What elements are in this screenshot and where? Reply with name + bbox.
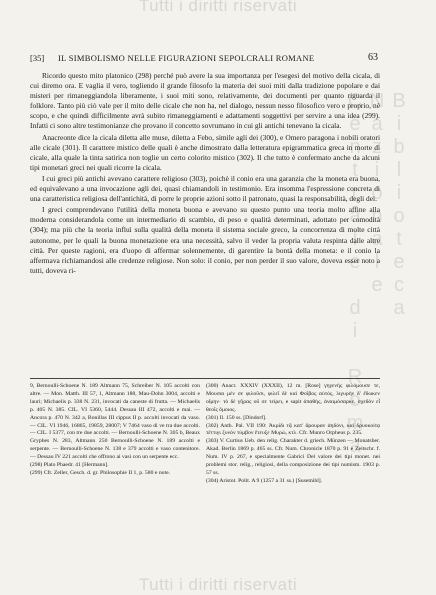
running-header [30, 52, 378, 64]
footnote: (302) Anth. Pal. VII 190: Ἀκρίδι τᾷ κατ' ἄρουραν ἀηδόνι, καὶ δρυοκοίτᾳ τέττιγι ξυνὸν τύμβον ἔτευξε Μυρώ, κτλ. Cfr. Munro Orpheus p. 235. [206, 422, 380, 437]
body-text [30, 71, 380, 276]
section-number: [35] [30, 53, 45, 63]
footnote-divider [30, 378, 380, 379]
paragraph: I cui greci più antichi avevano carattere religioso (303), poichè il conio era una garanzia che la moneta era buona, ed equivalevano a una invocazione agli dei, quasi chiamandoli in testimonio. Era insomma l'espressione concreta di una caratteristica religiosa dell'antichità, di porre le proprie azioni sotto il patronato, quasi la responsabilità, degli dei. [30, 173, 380, 204]
footnotes-left-column [30, 383, 200, 478]
watermark-side: Biblioteca Nazionale Centrale di Roma [344, 90, 410, 458]
footnote: 9, Bernoulli-Schoene N. 189 Altmann 75, Schreiber N. 105 accolti con altre. — Mon. Matth. III 57, 1, Altmann 188, Mau-Dohn 3004, accolti e lauri; Michaelis p. 338 N. 231, invocati da caneste di frutta. — Michaelis p. 405 N. 385. CIL. VI 5360, 5444. Dessau III 472, accolti e mai. — Ancora p. 470 N. 342 a, Bonillas III cippus II p. accolti invocati da vaso. — CIL. VI 1946, 16865, 19859, 28007; V 7464 vaso di ve tra due accolti. — CIL. I 5377, con tre due accolti. — Bernoulli-Schoene N. 305 b, Beaux Gryphes N. 283, Altmann 250 Bernoulli-Schoene N. 189 accolti e serpente. — Bernoulli-Schoene N. 138 e 379 accolti e vaso contenitore. — Dessau IV 221 accolti che offrono ai vasi con un serpente ecc. [30, 383, 200, 461]
running-title: IL SIMBOLISMO NELLE FIGURAZIONI SEPOLCRALI ROMANE [58, 53, 315, 63]
page-number: 63 [368, 52, 378, 63]
footnote: (301) Il. 150 ss. [Dindorf]. [206, 414, 267, 421]
footnote: (303) V. Curtius Ueb. den relig. Charakter d. griech. Münzen — Monatsber. Akad. Berlin 1869 p. 465 ss. Cfr. Num. Chronicle 1870 p. 91 e Zeitschr. f. Num. IV p. 267, e specialmente Gabrici Del valore dei tipi monet. nei problemi stor. relig., religiosi, della composizione dei tipi numism. 1903 p. 57 ss. [206, 438, 380, 476]
watermark-bottom: Tutti i diritti riservati [138, 575, 298, 594]
paragraph: Ricordo questo mito platonico (298) perché può avere la sua importanza per l'esegesi del motivo della cicala, di cui diremo ora. E vaglia il vero, togliendo il grande filosofo la materia dei suoi miti dalla tradizione popolare e dai misteri per rimaneggiandola liberamente, i suoi miti sono, relativamente, dei documenti per quanto riguarda il folklore. Tanto più ciò vale per il mito delle cicale che non ha, nel dialogo, nessun nesso filosofico vero e proprio, nè scopo, e che quindi difficilmente avrà subito rimaneggiamenti e adattamenti soggettivi per servire a una idea (299). Infatti ci sono altre testimonianze che provano il concetto sovrumano in cui gli antichi tenevano la cicala. [30, 71, 380, 131]
paragraph: Anacreonte dice la cicala diletta alle muse, diletta a Febo, simile agli dei (300), e Omero paragona i nobili oratori alle cicale (301). Il carattere mistico delle quali è anche dimostrato dalla letteratura epigrammatica greca in morte di cicale, alla quale la tinta satirica non toglie un certo colorito mistico (302). Il che tutto è confermato anche da alcuni tipi monetari greci nei quali ricorre la cicala. [30, 132, 380, 172]
watermark-top: Tutti i diritti riservati [138, 0, 298, 15]
footnote: (298) Plato Phaedr. 41 [Hermann]. [30, 462, 109, 469]
footnotes-right-column [206, 383, 380, 486]
paragraph: I greci comprendevano l'utilità della moneta buona e avevano su questo punto una teoria molto affine alla moderna considerandola come un intermediario di scambio, di peso e qualità determinati, adottato per comodità (304); ma più che la teoria influì sulla qualità della moneta il sistema sociale greco, la concorrenza di molte città autonome, per le quali la buona monetazione era una necessità, salvo il veder la propria valuta respinta dalle altre città. Per queste ragioni, era d'uopo di affermar solennemente, di garentire la bontà della moneta: e il conio la affermava richiamandosi alle credenze religiose. Non solo: il conio, per non perder il suo valore, doveva esser noto a tutti, doveva ri- [30, 205, 380, 275]
footnote: (304) Aristot. Polit. A 9 (1257 a 31 ss.) [Susemihl]. [206, 477, 323, 484]
footnote: (299) Cfr. Zeller, Gesch. d. gr. Philosophie II 1, p. 580 e note. [30, 469, 171, 476]
footnote: (300) Anacr. XXXIV (XXXII), 12 m. [Rose] γηγενὴς φιλόμουσε τε, Μουσαι μὲν σε φιλοῦσι, φιλεῖ δὲ καὶ Φοῖβος αὐτός, λιγυρὴν δ' ἔδωκεν οἴμην· τὸ δὲ γῆρας οὔ σε τείρει, e sapit ἀπαθής, ἀναιμόσαρκε, σχεδὸν εἶ θεοῖς ὅμοιος. [206, 383, 380, 413]
